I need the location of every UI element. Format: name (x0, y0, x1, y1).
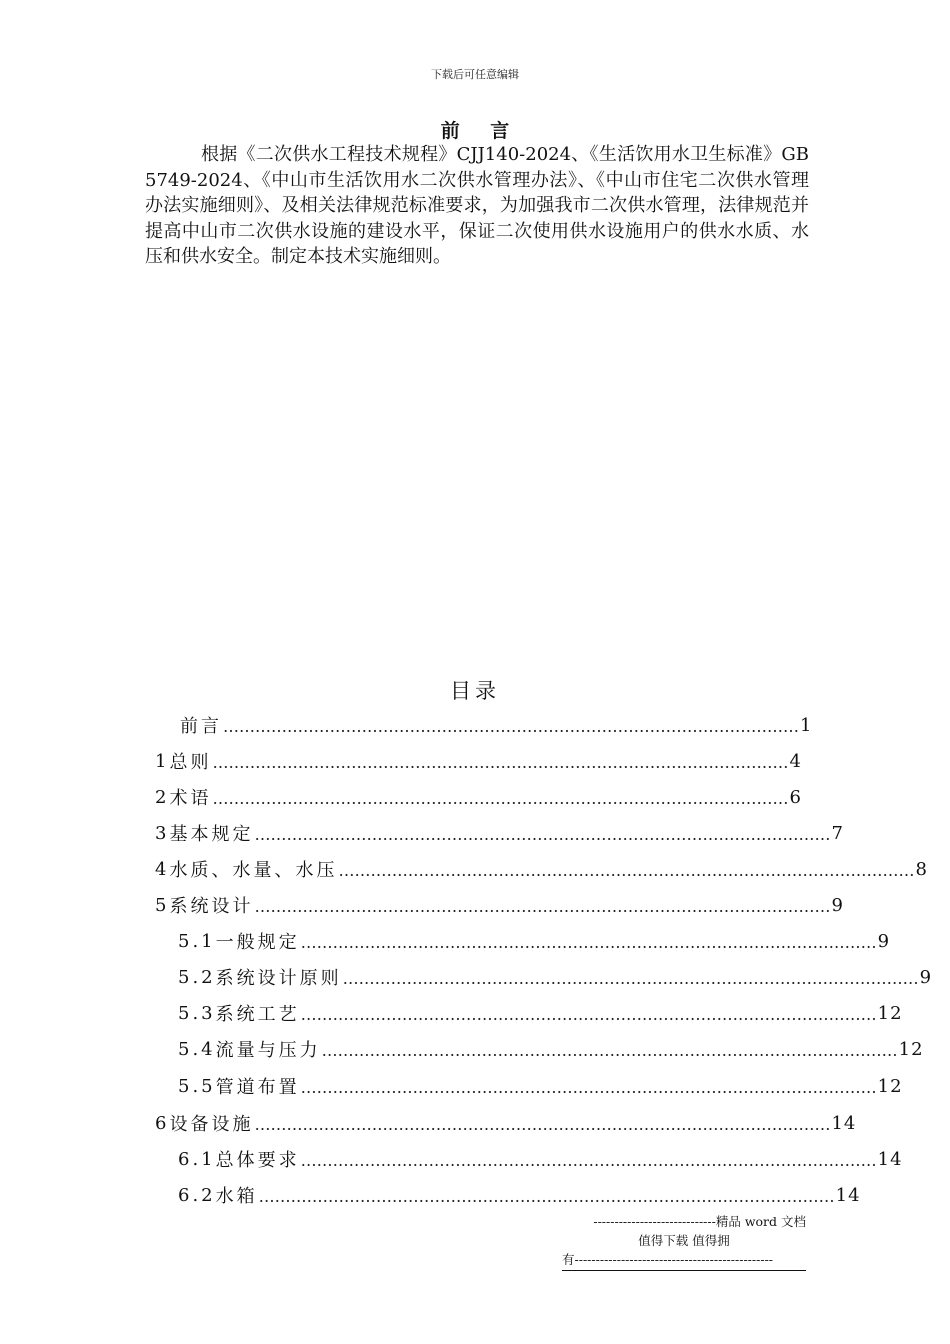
toc-entry-number: 4 (155, 858, 170, 880)
toc-entry-label: 术语 (169, 788, 212, 809)
toc-leader-dots: ……………………………………………………………………………………………… (338, 861, 915, 880)
toc-entry-number: 5.3 (178, 1002, 216, 1024)
toc-entry-label: 总则 (169, 752, 212, 773)
toc-entry-number: 5.1 (178, 930, 216, 952)
toc-leader-dots: ……………………………………………………………………………………………… (223, 717, 799, 736)
toc-entry[interactable] (178, 1034, 924, 1064)
toc-entry-page: 8 (915, 858, 928, 880)
toc-entry[interactable] (178, 998, 903, 1028)
toc-leader-dots: ……………………………………………………………………………………………… (254, 1115, 831, 1134)
footer-line-3: 有----------------------------------------------- (562, 1250, 806, 1271)
toc-entry-label: 设备设施 (169, 1114, 254, 1135)
toc-leader-dots: ……………………………………………………………………………………………… (212, 753, 789, 772)
toc-leader-dots: ……………………………………………………………………………………………… (212, 789, 789, 808)
toc-entry-label: 前言 (180, 716, 222, 737)
toc-entry-page: 9 (877, 930, 891, 952)
toc-entry-label: 水质、水量、水压 (169, 860, 338, 881)
toc-entry-label: 管道布置 (215, 1077, 300, 1098)
toc-entry-label: 基本规定 (169, 824, 254, 845)
toc-entry[interactable] (178, 926, 891, 956)
toc-entry-label: 系统设计 (169, 896, 254, 917)
toc-entry[interactable] (155, 818, 844, 848)
toc-leader-dots: ……………………………………………………………………………………………… (321, 1041, 898, 1060)
toc-leader-dots: ……………………………………………………………………………………………… (300, 1078, 877, 1097)
toc-leader-dots: ……………………………………………………………………………………………… (258, 1187, 835, 1206)
toc-entry[interactable] (178, 1144, 903, 1174)
toc-entry-number: 2 (155, 786, 170, 808)
toc-leader-dots: ……………………………………………………………………………………………… (254, 825, 831, 844)
toc-entry-number: 6.2 (178, 1184, 216, 1206)
toc-entry[interactable] (155, 854, 928, 884)
toc-leader-dots: ……………………………………………………………………………………………… (300, 1151, 877, 1170)
footer-line-1: -----------------------------精品 word 文档 (593, 1214, 806, 1229)
toc-leader-dots: ……………………………………………………………………………………………… (300, 1005, 877, 1024)
toc-entry-number: 1 (155, 750, 170, 772)
toc-entry-page: 1 (800, 714, 813, 736)
toc-entry-label: 系统工艺 (215, 1004, 300, 1025)
toc-entry-label: 一般规定 (215, 932, 300, 953)
toc-leader-dots: ……………………………………………………………………………………………… (300, 933, 877, 952)
toc-entry-number: 5 (155, 894, 170, 916)
toc-entry-page: 14 (877, 1148, 903, 1170)
header-note: 下载后可任意编辑 (431, 68, 519, 81)
toc-entry-label: 总体要求 (215, 1150, 300, 1171)
toc-entry[interactable] (155, 1108, 857, 1138)
preface-body: 根据《二次供水工程技术规程》CJJ140-2024、《生活饮用水卫生标准》GB5749-2024、《中山市生活饮用水二次供水管理办法》、《中山市住宅二次供水管理办法实施细则》、及相关法律规范标准要求，为加强我市二次供水管理，法律规范并提高中山市二次供水设施的建设水平，保证二次使用供水设施用户的供水水质、水压和供水安全。制定本技术实施细则。 (145, 144, 809, 267)
toc-entry-number: 6.1 (178, 1148, 216, 1170)
toc-entry[interactable] (180, 710, 813, 740)
toc-entry-page: 12 (877, 1002, 903, 1024)
toc-entry-page: 12 (877, 1075, 903, 1097)
toc-entry-number: 5.4 (178, 1038, 216, 1060)
toc-leader-dots: ……………………………………………………………………………………………… (342, 969, 919, 988)
toc-entry-page: 9 (831, 894, 844, 916)
toc-entry-label: 流量与压力 (215, 1040, 321, 1061)
toc-entry-page: 9 (919, 966, 933, 988)
toc-entry[interactable] (155, 890, 844, 920)
toc-entry[interactable] (155, 746, 802, 776)
preface-title: 前 言 (440, 120, 522, 142)
toc-title: 目录 (450, 679, 500, 703)
toc-entry[interactable] (178, 1071, 903, 1101)
footer-watermark (562, 1212, 806, 1271)
toc-entry-number: 3 (155, 822, 170, 844)
toc-entry-page: 4 (789, 750, 802, 772)
toc-entry-page: 6 (789, 786, 802, 808)
toc-entry[interactable] (155, 782, 802, 812)
footer-line-2: 值得下载 值得拥 (638, 1233, 730, 1248)
toc-entry-page: 12 (898, 1038, 924, 1060)
toc-entry-page: 14 (835, 1184, 861, 1206)
toc-entry-page: 14 (831, 1112, 857, 1134)
toc-entry-number: 5.5 (178, 1075, 216, 1097)
toc-entry-page: 7 (831, 822, 844, 844)
toc-entry-number: 5.2 (178, 966, 216, 988)
toc-leader-dots: ……………………………………………………………………………………………… (254, 897, 831, 916)
toc-entry-label: 水箱 (215, 1186, 258, 1207)
toc-entry-label: 系统设计原则 (215, 968, 342, 989)
toc-entry-number: 6 (155, 1112, 170, 1134)
toc-entry[interactable] (178, 1180, 861, 1210)
toc-entry[interactable] (178, 962, 933, 992)
